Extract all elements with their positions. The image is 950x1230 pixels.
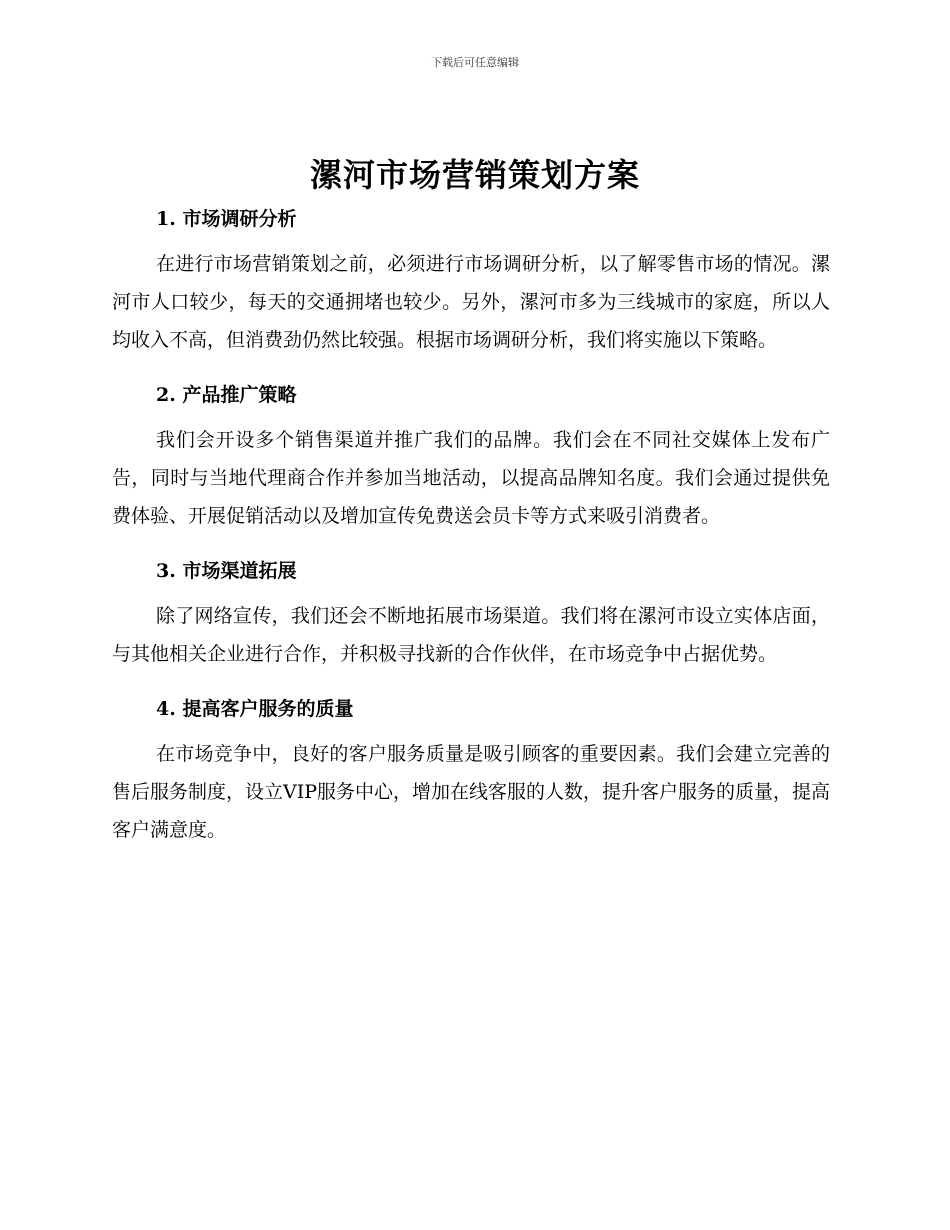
section-paragraph: 在进行市场营销策划之前，必须进行市场调研分析，以了解零售市场的情况。漯河市人口较少，每天的交通拥堵也较少。另外，漯河市多为三线城市的家庭，所以人均收入不高，但消费劲仍然比较强。根据市场调研分析，我们将实施以下策略。 [112,253,830,351]
section-heading: 2. 产品推广策略 [156,384,297,406]
section-product-promotion [112,379,830,535]
section-heading: 3. 市场渠道拓展 [156,560,297,582]
section-paragraph: 除了网络宣传，我们还会不断地拓展市场渠道。我们将在漯河市设立实体店面，与其他相关企业进行合作，并积极寻找新的合作伙伴，在市场竞争中占据优势。 [112,605,830,665]
section-channel-expansion [112,555,830,673]
section-paragraph: 在市场竞争中，良好的客户服务质量是吸引顾客的重要因素。我们会建立完善的售后服务制度，设立VIP服务中心，增加在线客服的人数，提升客户服务的质量，提高客户满意度。 [112,743,831,841]
document-body [112,203,830,869]
section-heading: 1. 市场调研分析 [156,208,297,230]
document-title: 漯河市场营销策划方案 [309,156,640,194]
section-service-quality [112,693,830,849]
section-paragraph: 我们会开设多个销售渠道并推广我们的品牌。我们会在不同社交媒体上发布广告，同时与当地代理商合作并参加当地活动，以提高品牌知名度。我们会通过提供免费体验、开展促销活动以及增加宣传免费送会员卡等方式来吸引消费者。 [112,429,830,527]
page-header-note: 下载后可任意编辑 [431,56,519,69]
section-heading: 4. 提高客户服务的质量 [156,698,354,720]
section-market-research [112,203,830,359]
